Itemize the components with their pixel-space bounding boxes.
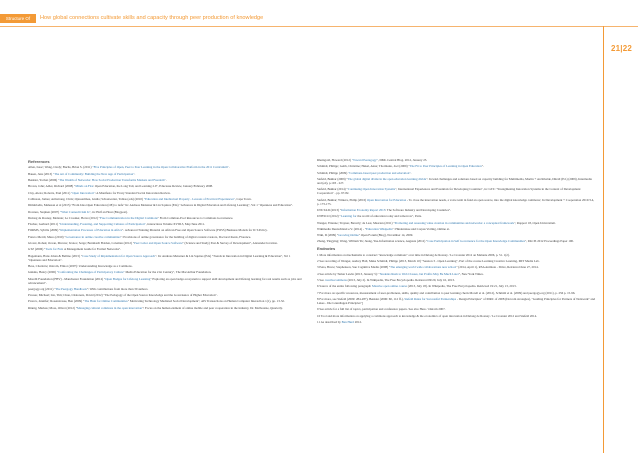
endnote-entry-text: 7 For more on specific resources, measurement of user-probleness, skills, quality and contribution to peer learning check Morell et al. (2012), Schmidt et al. (2009) and peergogy.org (2011), p. 256 p. 15-96. bbox=[317, 290, 576, 295]
reference-entry-text: Prosser, Michael; Lin, Tim; Chan, Chaloners, David (2012) "The Pedagogy of the Open Source Knowledge and the Governance of Higher Education". bbox=[28, 293, 218, 298]
endnote-entry-text: 6 Source of the entire following paragraph: bbox=[317, 284, 373, 289]
reference-entry-link[interactable]: Minds on Fire bbox=[75, 184, 94, 189]
endnote-entry bbox=[317, 307, 597, 311]
reference-entry-text: the world of education today and tomorrow", Paris. bbox=[356, 214, 422, 219]
reference-entry-link[interactable]: Tools for Fun bbox=[45, 247, 63, 252]
reference-entry-text: Hagemann, Hans Johan & Bellino (2015) " bbox=[28, 253, 83, 258]
reference-entry-text: ": Hindernisse und Corpus Vorling, Online at. bbox=[392, 226, 450, 231]
reference-entry-text: , interactions Volume XVIII.3, May/June 2011. bbox=[145, 222, 205, 227]
references-column-left bbox=[28, 160, 302, 312]
reference-entry-text: Hess, Charlotte; Ostrom, Elinor (2007): Understanding Knowledge as a Commons. bbox=[28, 263, 133, 268]
references-column-right bbox=[317, 158, 597, 326]
reference-entry-link[interactable]: Governance in online creative communities bbox=[65, 234, 121, 239]
reference-entry-text: Wiki, D (2009) " bbox=[317, 233, 339, 238]
reference-entry-text: Brown, John; Adler, Richard (2008) " bbox=[28, 184, 76, 189]
endnote-entry bbox=[317, 265, 597, 269]
reference-entry-text: ", PACIS 2012 Proceedings Paper 190. bbox=[524, 239, 574, 244]
endnote-entry-text: ", New York Times. bbox=[458, 271, 484, 276]
reference-entry-link[interactable]: Education Wikipedia bbox=[365, 226, 393, 231]
reference-entry-link[interactable]: Open Badges for Lifelong Learning bbox=[105, 276, 151, 281]
reference-entry-text: Wikimedia Deutschland e.V. (2014) - " bbox=[317, 226, 366, 231]
reference-entry-text: ". In lend challenges and solutions based on capacity building for Multimedia, Martin + Archibalde, Dhrall (Ed.) (2009), Intermedia and (ed), p.193 - 227. bbox=[317, 176, 592, 185]
reference-entry-text: UNCTAD (2013) " bbox=[317, 207, 342, 212]
page-number: 21|22 bbox=[611, 44, 633, 53]
reference-entry-link[interactable]: "Education and Intellectual Property - Lessons of Practical Experiences" bbox=[143, 196, 235, 201]
reference-entry bbox=[317, 177, 597, 185]
reference-entry-link[interactable]: "Five Principles of Open, Peer to Peer Learning in the Open Collaborative Platform in the 2011 Curriculum" bbox=[92, 165, 229, 170]
reference-entry-text: ". bbox=[481, 164, 484, 169]
endnote-entry-text: 8 For more, see Siefeld (2009: 284-287), Benkler (2006: 60, 112 ff.), bbox=[317, 296, 405, 301]
reference-entry-link[interactable]: Free Communication in the Digital Commons bbox=[99, 215, 158, 220]
reference-entry-text: Siefeld, Bakhar (2014) " bbox=[317, 187, 348, 192]
reference-entry-text: Jenkins, Henry (2006) bbox=[28, 270, 57, 275]
endnote-entry-text: 3 Pena, Bruce; Stephenson, Sue Cognitive Media (2008) " bbox=[317, 265, 391, 270]
reference-entry-text: : The Software Industry and Developing Countries". bbox=[385, 207, 451, 212]
reference-entry-link[interactable]: Promoting and assessing value creation in communities and networks: a conceptual framework bbox=[394, 220, 515, 225]
reference-entry-text: , DML Central Blog. 2012, January 23. bbox=[377, 158, 428, 162]
reference-entry-text: Downes, Stephen (2007) bbox=[28, 209, 60, 214]
endnote-entry-link[interactable]: Siefeld Rules for Successful Partnerships bbox=[404, 296, 457, 301]
reference-entry-text: Allen, Isaac; Wang, Cindy; Buchs, Brian S. (2011) bbox=[28, 165, 93, 170]
reference-entry-text: ": Focus on the human element of online mobile and peer cooperation in the industry, Dr. Melbourne, Quarterly. bbox=[142, 305, 283, 310]
reference-entry bbox=[28, 254, 302, 262]
reference-entry-text: Collinson, James; Armstrong, Chris; Ojasaarimaa, Giulia; Schonwetter, Tobias (eds) (2010) bbox=[28, 196, 144, 201]
reference-entry bbox=[28, 247, 302, 251]
reference-entry bbox=[28, 178, 302, 182]
reference-entry-text: Bauen, Jens (2013) bbox=[28, 171, 53, 176]
endnote-entry-link[interactable]: The emerging world wide collaborations new school bbox=[390, 265, 457, 270]
reference-entry bbox=[317, 233, 597, 237]
reference-entry-text: Schmidt, Philipp (2009) bbox=[317, 170, 349, 175]
reference-entry bbox=[317, 221, 597, 225]
endnote-entry bbox=[317, 314, 597, 318]
reference-entry-text: Siefeld, Bakhar; Winters, Philip (2010) bbox=[317, 197, 367, 202]
endnote-entry-text: " (2014, April 1), RSA Animate - Drive, Retrieved June 27, 2014. bbox=[456, 265, 539, 270]
reference-entry-link[interactable]: Open Innovation for Education bbox=[366, 197, 407, 202]
reference-entry-link[interactable]: Case Participation in Self Governance for the Open Knowledge Communities bbox=[427, 239, 525, 244]
reference-entry-text: : Open Education, the Long Tail, and Learning 2.0", Educause Review, January/February 2008. bbox=[93, 184, 213, 189]
endnote-entry-text: (2013, July 2). In Wikipedia, The Free Encyclopedia. Retrieved 09:20, July 16, 2013. bbox=[346, 278, 455, 283]
endnote-entry bbox=[317, 259, 597, 263]
reference-entry-text: Clay, Alexa; Roberts, Paul (2011) bbox=[28, 190, 72, 195]
reference-entry-text: Morelli Foundation (FHV) - Manchester Foundation (2012) " bbox=[28, 276, 106, 281]
reference-entry bbox=[28, 264, 302, 268]
reference-entry-link[interactable]: Growing Online bbox=[338, 233, 359, 238]
reference-entry bbox=[28, 191, 302, 195]
reference-entry bbox=[317, 158, 597, 162]
reference-entry-text: ". Advanced Training Material on African Free and Open Source Software (FOSS) Business Models for ICT-Policy. bbox=[122, 228, 268, 233]
margin-rule bbox=[603, 26, 604, 453]
reference-entry-link[interactable]: The Hunt for Online Communities bbox=[84, 299, 128, 304]
reference-entry bbox=[28, 197, 302, 201]
endnote-entry-text: 2012. bbox=[353, 319, 362, 324]
reference-entry-text: " (Science and Study) Past & Survey of Development", Alexander Iovation. bbox=[182, 241, 278, 245]
reference-entry-link[interactable]: Continuing Open Innovation Systems bbox=[347, 187, 396, 192]
reference-entry-text: . bbox=[134, 171, 136, 176]
reference-entry-link[interactable]: The Peergogy Handbook bbox=[55, 286, 87, 291]
reference-entry bbox=[28, 299, 302, 303]
header-divider bbox=[0, 26, 638, 27]
endnote-entry bbox=[317, 297, 597, 305]
reference-entry-link[interactable]: "The Art of Community: Building the New Age of Participation" bbox=[52, 171, 135, 176]
reference-entry-text: Media Education for the 21st Century", The MacArthur Foundation. bbox=[124, 270, 212, 275]
endnote-entry-text: - Design Principles" of IDRC of 2008 (Dotcom strategies), "Guiding Principles for Partners of Netzwerk" and Lakes - Die Grundlagen Principles"] bbox=[317, 296, 596, 306]
reference-entry bbox=[28, 216, 302, 220]
reference-entry-link[interactable]: The Fit to Peer Principles of Learning in Open Education bbox=[409, 164, 482, 169]
reference-entry-text: peergogy.org (2011) " bbox=[28, 286, 56, 291]
reference-entry bbox=[317, 171, 597, 175]
reference-entry-text: " From Common-Pool Resources to Commons Governance. bbox=[157, 215, 234, 220]
endnote-entry-text: 4 See article by Tamar Lewin (2013, January 5): " bbox=[317, 271, 380, 276]
endnote-entry-text: 1 More information on mechanisms to construct "knowledge commons" over time in Dulong de Rosnay / Le Crosnier 2012 on Melanie 2006, p. 51. 1(2). bbox=[317, 252, 510, 257]
references-list-continued bbox=[317, 158, 597, 243]
endnote-entry bbox=[317, 320, 597, 324]
reference-entry-text: Benkler, Yochai (2006) bbox=[28, 178, 58, 183]
reference-entry bbox=[317, 227, 597, 231]
reference-entry-link[interactable]: "Understanding, Fostering, and Supporting Cultures of Participation" bbox=[58, 222, 146, 227]
reference-entry bbox=[317, 187, 597, 195]
references-heading: References bbox=[28, 159, 50, 164]
reference-entry-link[interactable]: "Commons-based peer production and education" bbox=[348, 170, 411, 175]
reference-entry-text: ", International Experiences and Potentials for Developing Countries", in: GTZ: "Strengthening Innovation Systems in the Context of Development Cooperation" - pp. 97-82. bbox=[317, 187, 581, 196]
reference-entry bbox=[28, 203, 302, 207]
reference-entry bbox=[317, 239, 597, 243]
reference-entry bbox=[317, 208, 597, 212]
reference-entry bbox=[28, 235, 302, 239]
endnote-entry-link[interactable]: Students Rush to Web Classes, but Profits May Be Much Later bbox=[379, 271, 459, 276]
reference-entry bbox=[28, 172, 302, 176]
endnotes-list bbox=[317, 253, 597, 324]
reference-entry-text: " Open Forum (Blog), November 14, 2009. bbox=[358, 233, 414, 238]
reference-entry-text: , Cape Town. bbox=[234, 196, 252, 201]
endnote-entry-link[interactable]: Massive open online course bbox=[372, 284, 408, 289]
reference-entry-text: " Exploring an open badge ecosystem to support skill development and lifelong learning for real results such as jobs and advancement". bbox=[28, 276, 302, 285]
reference-entry-text: Franco Merril, Mauo (2010) " bbox=[28, 234, 66, 239]
reference-entry-text: : A Manifesto for Every Standard Social Innovation Review. bbox=[94, 190, 171, 195]
endnote-entry bbox=[317, 253, 597, 257]
endnote-entry bbox=[317, 291, 597, 295]
reference-entry-text: Rinnig, Markus; Moss, Oliver (2012) " bbox=[28, 305, 78, 310]
reference-entry bbox=[317, 214, 597, 218]
reference-entry bbox=[317, 164, 597, 168]
reference-entry-text: Pronov, Jennifer; Rosenstrasse, Ben (2009) " bbox=[28, 299, 85, 304]
endnote-entry bbox=[317, 272, 597, 276]
reference-entry-text: Siefeld, Bakhar (2009) " bbox=[317, 176, 348, 181]
reference-entry-link[interactable]: The global digital divide in the open education learning divide bbox=[347, 176, 427, 181]
reference-entry-link[interactable]: "The Wealth of Networks: How Social Production Transforms Markets and Freedom" bbox=[57, 178, 166, 183]
endnote-entry bbox=[317, 278, 597, 282]
reference-entry-text: ": Provisions of online governance for the building of digital content creators, Doctoral thesis, Florence. bbox=[120, 234, 252, 239]
reference-entry bbox=[28, 270, 302, 274]
reference-entry-text: - To close the innovation needs, a voice term in fund an open source, into the digital knowledge commons', In Development + Cooperation 2010/3-4, p. 173-175. bbox=[317, 197, 595, 206]
reference-entry-link[interactable]: Implementation Processes of Education in Africa bbox=[60, 228, 123, 233]
reference-entry-text: GTZ (2006) " bbox=[28, 247, 46, 252]
endnote-entry-text: 11 As described by bbox=[317, 319, 342, 324]
reference-entry-link[interactable]: Case Study of Implementation for Open Source Approach bbox=[82, 253, 156, 258]
reference-entry-text: Dulong de Rosnay, Melanie; Le Crosnier, Herve (2012) " bbox=[28, 215, 100, 220]
reference-entry-text: , in: Half an Hour (Blogpost). bbox=[90, 209, 128, 214]
reference-entry-text: Rheingold, Howard (2012) bbox=[317, 158, 352, 162]
reference-entry bbox=[317, 198, 597, 206]
reference-entry-link[interactable]: "Open Innovation" bbox=[71, 190, 95, 195]
reference-entry bbox=[28, 287, 302, 291]
running-title: How global connections cultivate skills and capacity through peer production of knowledge bbox=[40, 15, 264, 21]
reference-entry-text: Glover, Rohan; Ocean, Marcus; Ivanov, Serge; Bernhardt Bolden, Coleman (2012) " bbox=[28, 241, 135, 245]
reference-entry-link[interactable]: Managing cultural commons in the open innovation bbox=[77, 305, 143, 310]
reference-entry-text: Wenger, Etienne; Trayner, Beverly; de Laat, Maarten (2011) " bbox=[317, 220, 395, 225]
reference-entry bbox=[28, 184, 302, 188]
reference-entry bbox=[28, 165, 302, 169]
endnote-entry-link[interactable]: Ben Hurd bbox=[341, 319, 354, 324]
reference-entry-text: UNESCO (2012) " bbox=[317, 214, 341, 219]
reference-entry-link[interactable]: Information Economy Report 2013 bbox=[341, 207, 386, 212]
endnote-entry-text: 2 See recording of Wenger, Audrey Hall, Make Schmidt, Philipp (2013, March 10) "Session 3 - Open Learning", Part of the course Learning Creative Learning, MIT Media Lab. bbox=[317, 259, 540, 264]
reference-entry bbox=[28, 228, 302, 232]
reference-entry-text: " Motivating Technology Mediated Social Development", AIS Transactions on Human Computer Interaction 1(1), pp. 13-32. bbox=[127, 299, 285, 304]
endnote-entry-text: 10 Tool and more information on applying a commons approach to knowledge & the economics of open innovation in Dulong de Rosnay / Le Crosnier 2012 and Siefeld 2014. bbox=[317, 313, 537, 318]
reference-entry-text: ": With contributions from more than 30 authors. bbox=[86, 286, 149, 291]
reference-entry-link[interactable]: "Confronting the Challenges of Participatory Culture" bbox=[56, 270, 125, 275]
reference-entry-link[interactable]: Learning for bbox=[340, 214, 357, 219]
endnote-entry-text: 5 See bbox=[317, 278, 325, 283]
reference-entry-text: ", Rapport 18, Open Universiteit. bbox=[514, 220, 556, 225]
reference-entry-text: Dimitriadis, Mahesan et al (2015) "From Idea Open Education (OE) to tiefe" In: Andreas Meiszner & Lin Squires (Eds) "Advances in Digital Education and Lifelong Learning", Vol 1 "Openness and Education". bbox=[28, 203, 293, 208]
reference-entry-text: . bbox=[410, 170, 412, 175]
endnote-entry-text: 9 See article for a full list of topics, participation and conference papers. See also Hess / Ostrom 2007. bbox=[317, 307, 446, 312]
reference-entry bbox=[28, 306, 302, 310]
reference-entry bbox=[28, 277, 302, 285]
references-list bbox=[28, 165, 302, 309]
reference-entry-text: . bbox=[228, 165, 230, 170]
reference-entry-text: : A Management Guide for Formal Networks". bbox=[62, 247, 121, 252]
reference-entry bbox=[28, 222, 302, 226]
reference-entry-text: . bbox=[165, 178, 167, 183]
running-header bbox=[0, 14, 638, 23]
reference-entry-text: FORMS, Sybille (2009) " bbox=[28, 228, 61, 233]
section-badge: Structure Of bbox=[0, 14, 36, 23]
reference-entry-text: Schmidt, Philipp; Geith, Christine; Hakel, Anne; Thormann, Joel (2009) " bbox=[317, 164, 410, 169]
reference-entry bbox=[28, 293, 302, 297]
endnote-entry-link[interactable]: creativecommons bbox=[324, 278, 347, 283]
reference-entry-text: Zhang, Yingying; Wang, William Yu; Juang, Yue-Information science, Augusta (2012) " bbox=[317, 239, 428, 244]
reference-entry-link[interactable]: "What Connectivism Is" bbox=[59, 209, 91, 214]
reference-entry-text: ". In: Andreas Meiszner & Lin Squires (Eds) "Trends in Innovation in Digital Learning & Education", Vol 1 "Openness and Education". bbox=[28, 253, 291, 262]
reference-entry-text: Fischer, Gerhard (2011) bbox=[28, 222, 59, 227]
endnote-entry bbox=[317, 284, 597, 288]
reference-entry-link[interactable]: Peer Labor and Open Source Software bbox=[134, 241, 183, 245]
endnotes-heading: Endnotes bbox=[317, 246, 336, 252]
reference-entry bbox=[28, 241, 302, 245]
endnote-entry-text: (2013, July 18). In Wikipedia, The Free Encyclopedia. Retrieved 19:21, July 13, 2013. bbox=[407, 284, 517, 289]
reference-entry-link[interactable]: "Toward Peeragogy" bbox=[351, 158, 378, 162]
reference-entry bbox=[28, 210, 302, 214]
